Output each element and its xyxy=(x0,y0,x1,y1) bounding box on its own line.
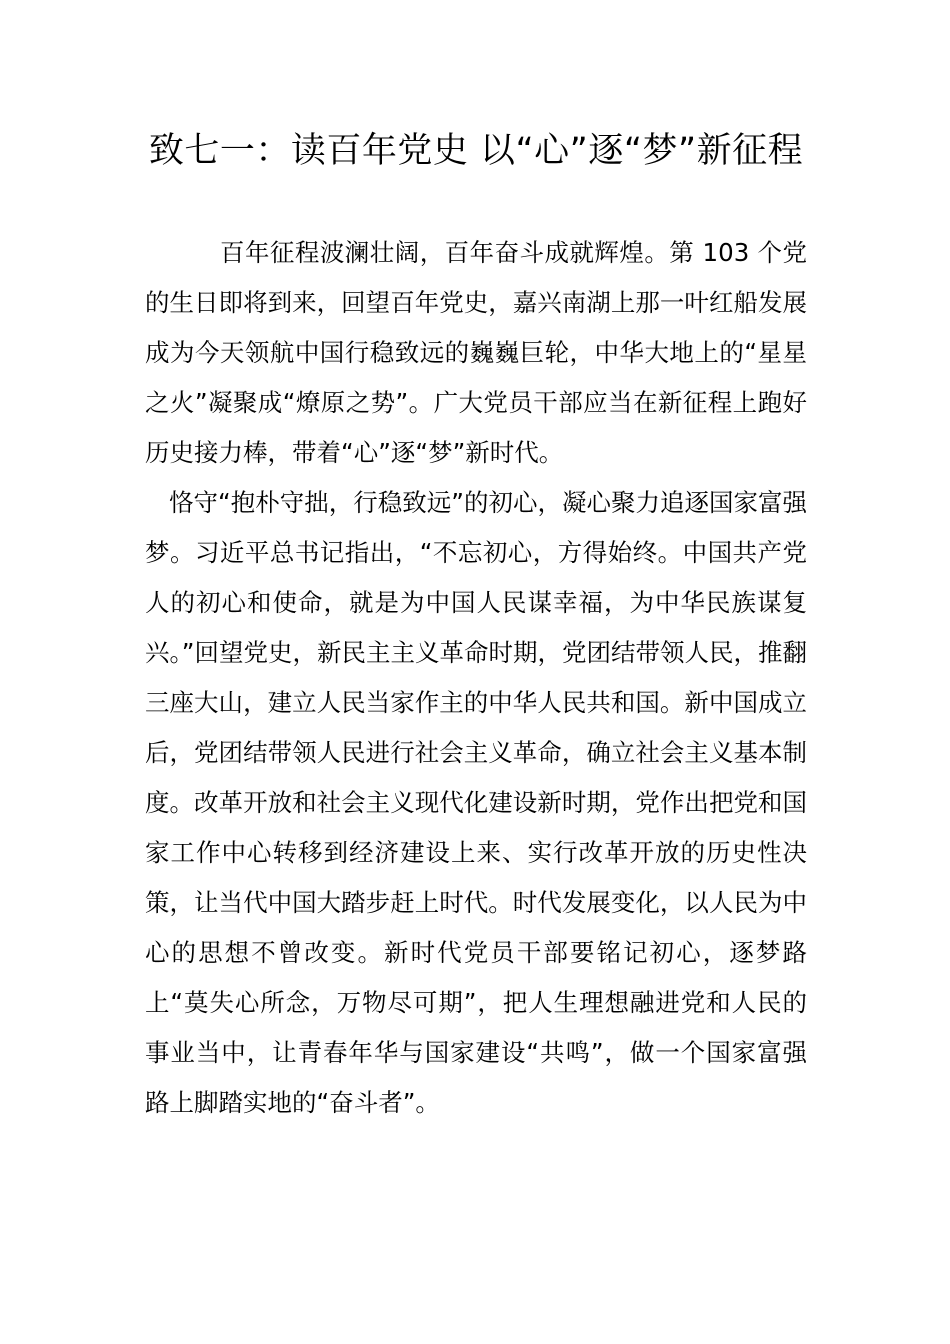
paragraph-original-aspiration: 恪守“抱朴守拙，行稳致远”的初心，凝心聚力追逐国家富强梦。习近平总书记指出，“不忘初心，方得始终。中国共产党人的初心和使命，就是为中国人民谋幸福，为中华民族谋复兴。”回望党史，新民主主义革命时期，党团结带领人民，推翻三座大山，建立人民当家作主的中华人民共和国。新中国成立后，党团结带领人民进行社会主义革命，确立社会主义基本制度。改革开放和社会主义现代化建设新时期，党作出把党和国家工作中心转移到经济建设上来、实行改革开放的历史性决策，让当代中国大踏步赶上时代。时代发展变化，以人民为中心的思想不曾改变。新时代党员干部要铭记初心，逐梦路上“莫失心所念，万物尽可期”，把人生理想融进党和人民的事业当中，让青春年华与国家建设“共鸣”，做一个国家富强路上脚踏实地的“奋斗者”。 xyxy=(145,488,807,1117)
document-title: 致七一：读百年党史 以“心”逐“梦”新征程 xyxy=(148,131,804,171)
paragraph-intro: 百年征程波澜壮阔，百年奋斗成就辉煌。第 103 个党的生日即将到来，回望百年党史，嘉兴南湖上那一叶红船发展成为今天领航中国行稳致远的巍巍巨轮，中华大地上的“星星之火”凝聚成“燎原之势”。广大党员干部应当在新征程上跑好历史接力棒，带着“心”逐“梦”新时代。 xyxy=(145,238,807,467)
document-body xyxy=(145,228,807,1128)
